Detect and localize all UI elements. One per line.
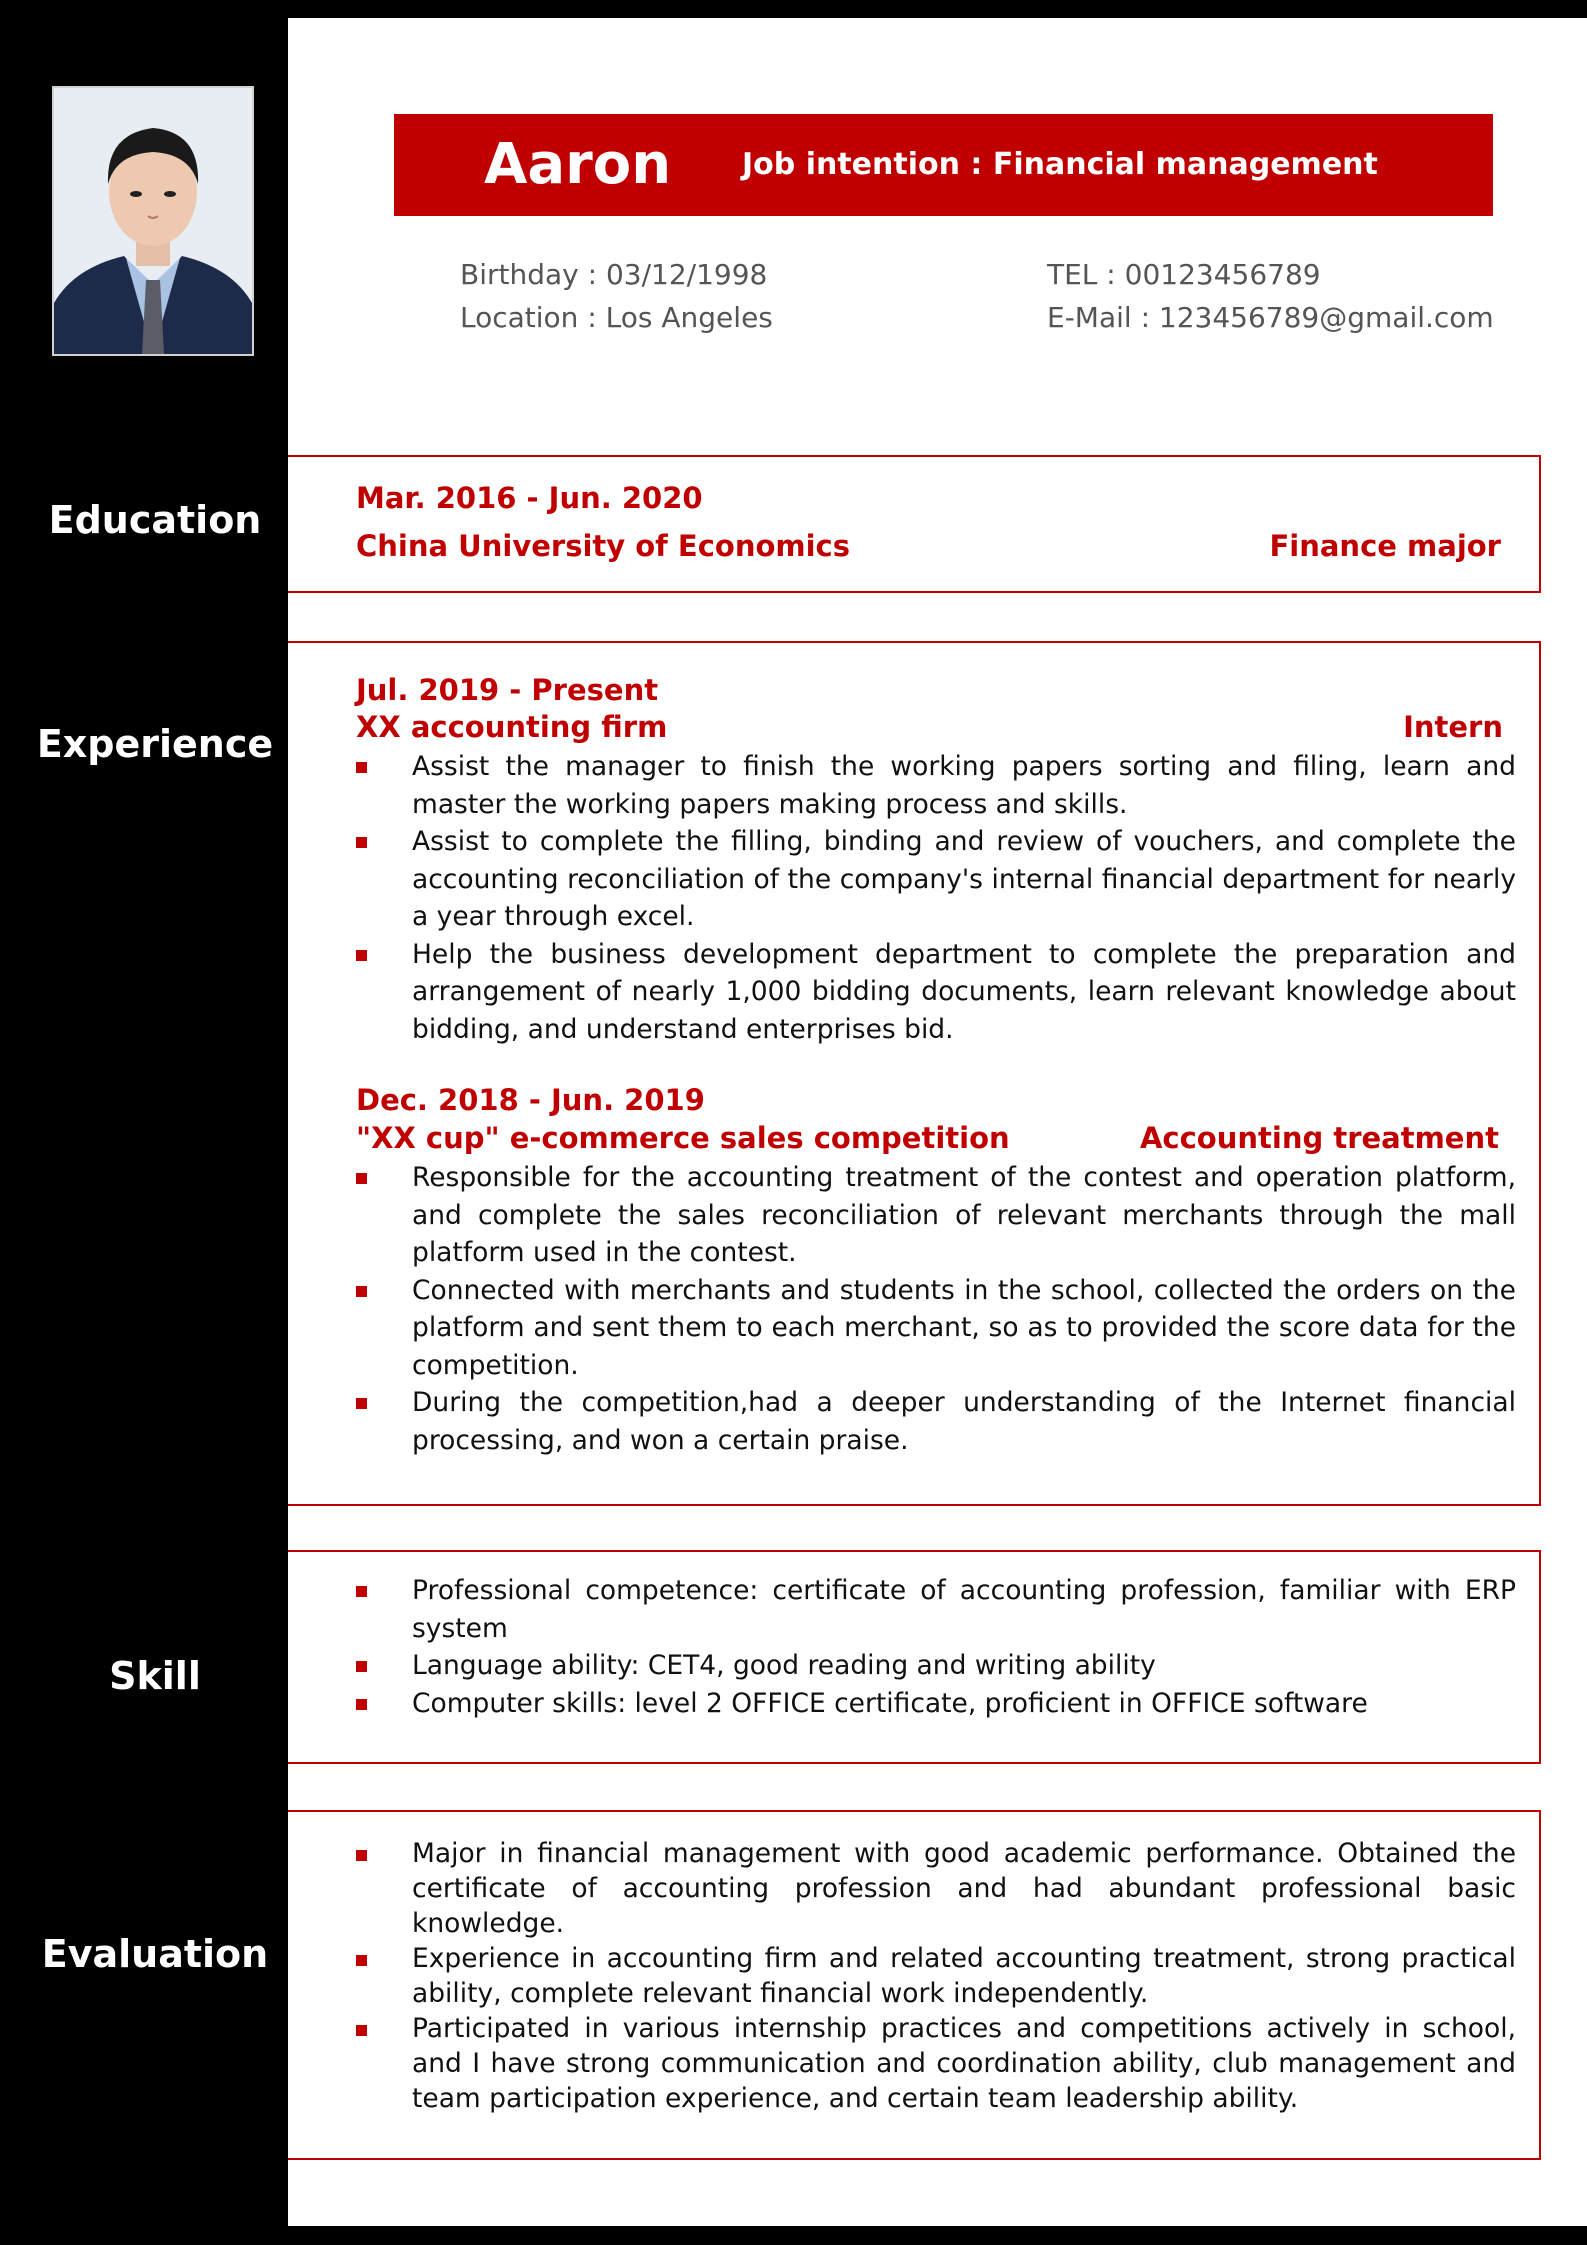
experience-1-role: Intern	[1403, 710, 1503, 744]
job-intention: Job intention : Financial management trainee	[742, 147, 1378, 284]
top-border	[0, 0, 1587, 18]
evaluation-list	[356, 1836, 1516, 2116]
experience-2-org: "XX cup" e-commerce sales competition	[356, 1121, 1010, 1155]
list-item: Language ability: CET4, good reading and writing ability	[356, 1647, 1516, 1685]
list-item: Major in financial management with good academic performance. Obtained the certificate of accounting profession and had abundant professional basic knowledge.	[356, 1836, 1516, 1941]
education-school: China University of Economics	[356, 529, 850, 563]
skill-section	[288, 1550, 1541, 1764]
evaluation-section	[288, 1810, 1541, 2160]
evaluation-heading: Evaluation	[41, 1932, 269, 1976]
list-item: Participated in various internship practices and competitions actively in school, and I have strong communication and coordination ability, club management and team participation experience, and certain team leadership ability.	[356, 2011, 1516, 2116]
experience-heading: Experience	[36, 722, 274, 766]
phone: TEL : 00123456789	[1047, 258, 1321, 291]
profile-photo	[52, 86, 254, 356]
list-item: Assist the manager to finish the working papers sorting and filing, learn and master the working papers making process and skills.	[356, 748, 1516, 823]
skill-list	[356, 1572, 1516, 1722]
education-major: Finance major	[1269, 529, 1501, 563]
education-period: Mar. 2016 - Jun. 2020	[356, 481, 703, 515]
bottom-border	[0, 2226, 1587, 2245]
location: Location : Los Angeles	[460, 301, 773, 334]
list-item: Responsible for the accounting treatment of the contest and operation platform, and complete the sales reconciliation of relevant merchants through the mall platform used in the contest.	[356, 1159, 1516, 1272]
education-section	[288, 455, 1541, 593]
birthday: Birthday : 03/12/1998	[460, 258, 768, 291]
list-item: Computer skills: level 2 OFFICE certificate, proficient in OFFICE software	[356, 1685, 1516, 1723]
left-border	[0, 0, 22, 2245]
experience-2-list	[356, 1159, 1516, 1459]
list-item: Professional competence: certificate of accounting profession, familiar with ERP system	[356, 1572, 1516, 1647]
list-item: Connected with merchants and students in the school, collected the orders on the platform and sent them to each merchant, so as to provided the score data for the competition.	[356, 1272, 1516, 1385]
email: E-Mail : 123456789@gmail.com	[1047, 301, 1494, 334]
experience-2-role: Accounting treatment	[1139, 1121, 1499, 1155]
list-item: Help the business development department to complete the preparation and arrangement of nearly 1,000 bidding documents, learn relevant knowledge about bidding, and understand enterprises bid.	[356, 936, 1516, 1049]
experience-section	[288, 641, 1541, 1506]
list-item: Assist to complete the filling, binding and review of vouchers, and complete the accounting reconciliation of the company's internal financial department for nearly a year through excel.	[356, 823, 1516, 936]
experience-1-list	[356, 748, 1516, 1048]
skill-heading: Skill	[109, 1654, 201, 1698]
experience-2-period: Dec. 2018 - Jun. 2019	[356, 1083, 705, 1117]
candidate-name: Aaron	[484, 132, 672, 197]
experience-1-period: Jul. 2019 - Present	[356, 673, 659, 707]
education-heading: Education	[48, 498, 262, 542]
list-item: Experience in accounting firm and related accounting treatment, strong practical ability, complete relevant financial work independently.	[356, 1941, 1516, 2011]
list-item: During the competition,had a deeper understanding of the Internet financial processing, and won a certain praise.	[356, 1384, 1516, 1459]
experience-1-org: XX accounting firm	[356, 710, 668, 744]
